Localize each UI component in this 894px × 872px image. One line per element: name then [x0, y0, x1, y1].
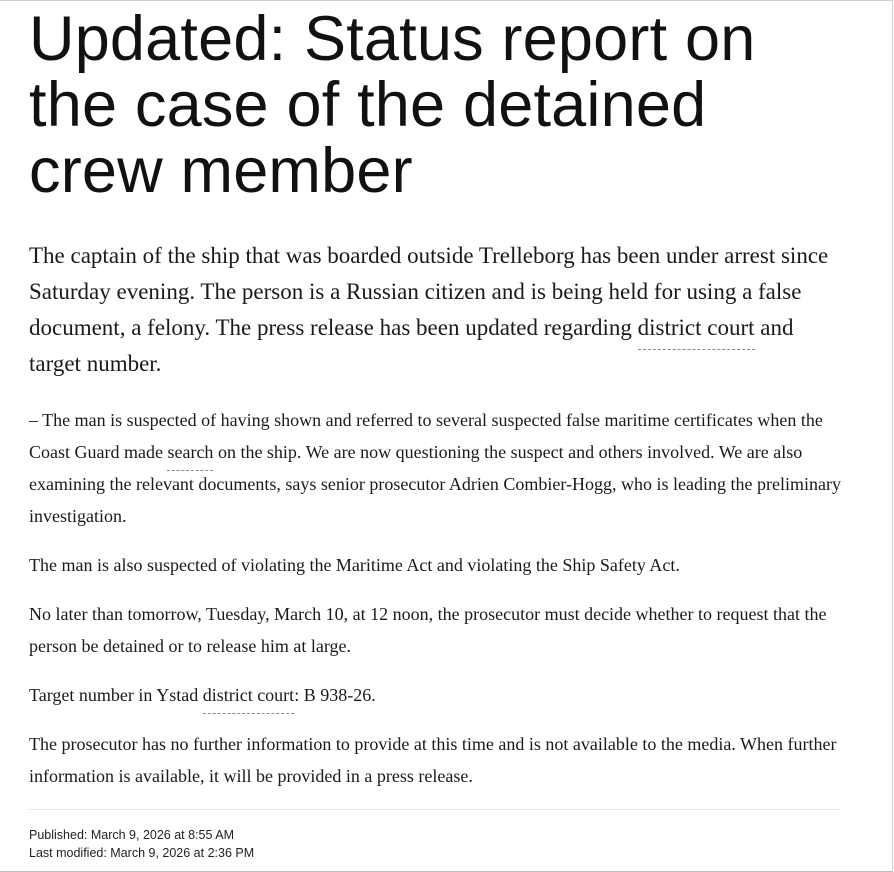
paragraph-no-further-info: The prosecutor has no further information to provide at this time and is not available to the media. When further information is available, it will be provided in a press release.: [29, 734, 837, 786]
paragraph-target-number: [29, 679, 841, 711]
paragraph-suspicions: The man is also suspected of violating the Maritime Act and violating the Ship Safety Act.: [29, 555, 680, 575]
lead-text-end: and target number.: [29, 315, 794, 376]
paragraph-text-end: : B 938-26.: [294, 685, 376, 705]
article-title: Updated: Status report on the case of the detained crew member: [29, 4, 756, 206]
glossary-term-search[interactable]: search: [167, 442, 213, 471]
last-modified-date: Last modified: March 9, 2026 at 2:36 PM: [29, 846, 255, 860]
article-meta: [29, 826, 841, 862]
article: [29, 0, 841, 862]
lead-text-start: The captain of the ship that was boarded outside Trelleborg has been under arrest since Saturday evening. The person is a Russian citizen and is being held for using a false document, a felony. The press release has been updated regarding: [29, 243, 829, 340]
article-lead: [29, 238, 841, 382]
paragraph-quote: [29, 404, 841, 532]
glossary-term-district-court[interactable]: district court: [638, 315, 755, 350]
paragraph-text-start: Target number in Ystad: [29, 685, 203, 705]
glossary-term-district-court[interactable]: district court: [203, 685, 294, 714]
published-date: Published: March 9, 2026 at 8:55 AM: [29, 828, 234, 842]
paragraph-deadline: No later than tomorrow, Tuesday, March 10, at 12 noon, the prosecutor must decide whether to request that the person be detained or to release him at large.: [29, 604, 827, 656]
paragraph-text-start: – The man is suspected of having shown and referred to several suspected false maritime certificates when the Coast Guard made: [29, 410, 823, 462]
paragraph-text-end: on the ship. We are now questioning the suspect and others involved. We are also examining the relevant documents, says senior prosecutor Adrien Combier-Hogg, who is leading the preliminary investigation.: [29, 442, 841, 526]
meta-divider: [29, 809, 841, 810]
